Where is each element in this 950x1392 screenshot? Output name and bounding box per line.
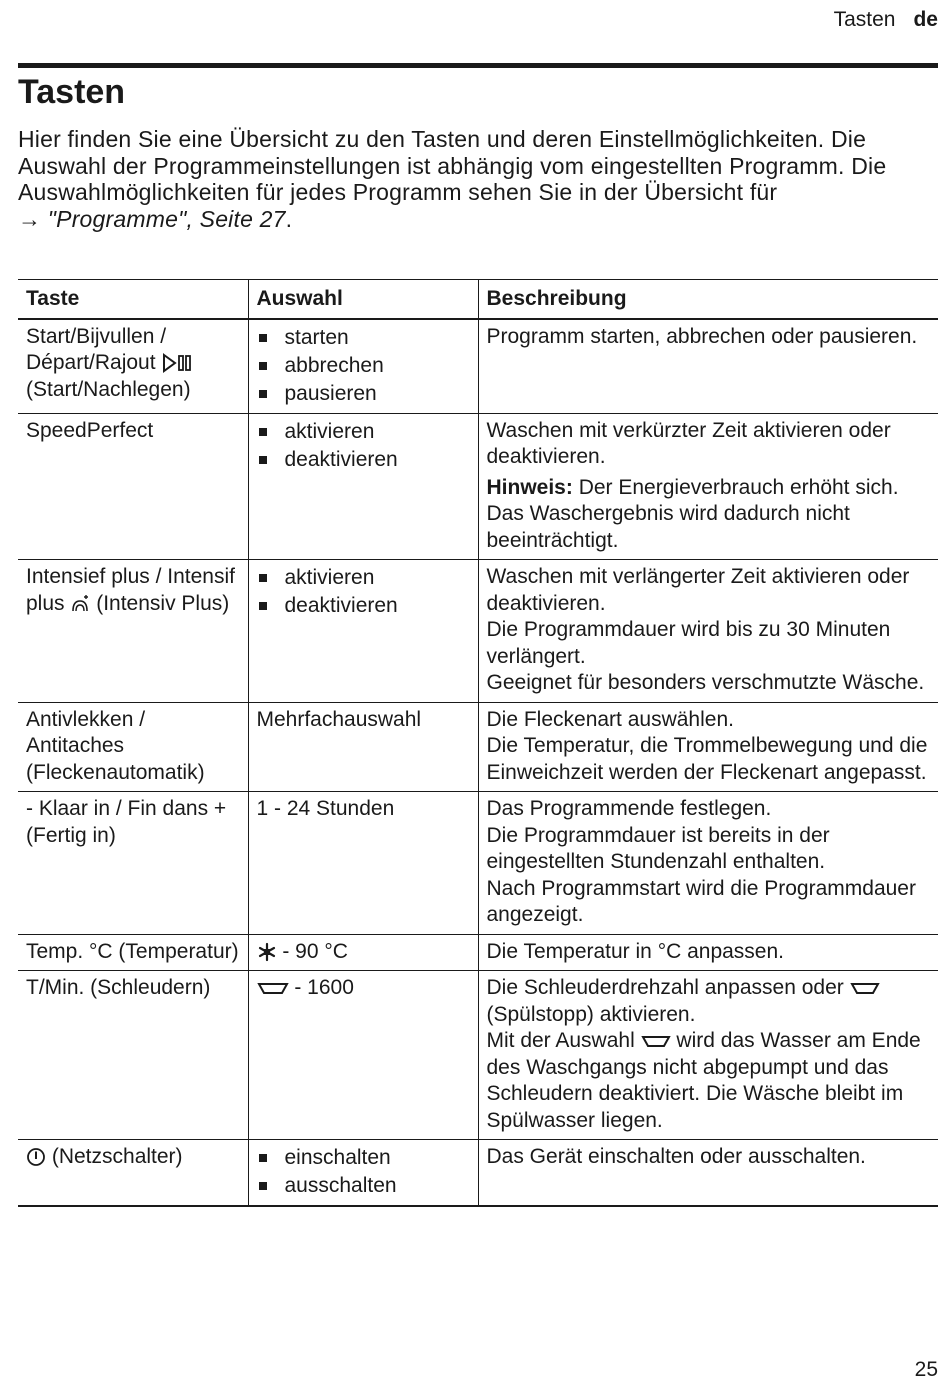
- table-row: [18, 413, 938, 560]
- table-row: [18, 560, 938, 703]
- description-text: Die Programmdauer ist bereits in der eingestellten Stundenzahl enthalten.: [486, 823, 830, 873]
- table-row: [18, 702, 938, 792]
- note-label: Hinweis:: [486, 475, 573, 499]
- selection-cell: [248, 702, 478, 792]
- description-text: Die Temperatur, die Trommelbewegung und die Einweichzeit werden der Fleckenart angepasst.: [486, 734, 928, 784]
- table-row: [18, 319, 938, 414]
- list-item: pausieren: [257, 380, 470, 408]
- description-text: (Spülstopp) aktivieren.: [486, 1002, 696, 1026]
- selection-cell: [248, 792, 478, 935]
- key-name: - Klaar in / Fin dans + (Fertig in): [26, 797, 227, 847]
- header-rule: [18, 63, 938, 68]
- table-row: [18, 792, 938, 935]
- play-pause-icon: [161, 352, 193, 374]
- key-name: Temp. °C (Temperatur): [26, 939, 239, 963]
- description-cell: [478, 792, 938, 935]
- list-item: ausschalten: [257, 1172, 470, 1200]
- rinse-hold-icon: [641, 1033, 671, 1049]
- description-cell: [478, 413, 938, 560]
- description-text: Das Programmende festlegen.: [486, 797, 772, 820]
- description-text: Die Programmdauer wird bis zu 30 Minuten verlängert.: [486, 618, 891, 668]
- list-item: deaktivieren: [257, 446, 470, 474]
- table-row: [18, 971, 938, 1140]
- description-text: Waschen mit verlängerter Zeit aktivieren oder deaktivieren.: [486, 565, 910, 615]
- column-header-description: Beschreibung: [478, 280, 938, 319]
- key-cell: [18, 413, 248, 560]
- description-cell: [478, 934, 938, 971]
- description-cell: [478, 1140, 938, 1207]
- selection-text: - 90 °C: [282, 939, 348, 963]
- description-text: Das Gerät einschalten oder ausschalten.: [486, 1145, 866, 1168]
- intro-text: Hier finden Sie eine Übersicht zu den Tasten und deren Einstellmöglichkeiten. Die Auswahl der Programmeinstellungen ist abhängig vom eingestellten Programm. Die Auswahlmöglichkeiten für jedes Programm sehen Sie in der Übersicht für: [18, 126, 887, 205]
- key-name: Antivlekken / Antitaches (Fleckenautomatik): [26, 707, 205, 784]
- column-header-selection: Auswahl: [248, 280, 478, 319]
- cross-reference-link[interactable]: "Programme", Seite 27: [47, 205, 286, 232]
- note-text: Der Energieverbrauch erhöht sich. Das Waschergebnis wird dadurch nicht beeinträchtigt.: [486, 475, 899, 552]
- key-name-suffix: (Intensiv Plus): [96, 591, 230, 615]
- key-cell: [18, 1140, 248, 1207]
- list-item: starten: [257, 324, 470, 352]
- key-cell: [18, 792, 248, 935]
- description-cell: [478, 702, 938, 792]
- selection-text: Mehrfachauswahl: [256, 707, 422, 731]
- page-title: Tasten: [18, 73, 126, 111]
- key-cell: [18, 971, 248, 1140]
- running-header: [834, 8, 938, 32]
- selection-cell: [248, 560, 478, 703]
- rinse-hold-icon: [850, 980, 880, 996]
- table-header-row: [18, 280, 938, 319]
- description-text: Mit der Auswahl: [486, 1029, 635, 1052]
- selection-cell: [248, 413, 478, 560]
- key-cell: [18, 702, 248, 792]
- key-cell: [18, 934, 248, 971]
- description-cell: [478, 319, 938, 414]
- description-cell: [478, 560, 938, 703]
- selection-cell: [248, 319, 478, 414]
- list-item: aktivieren: [257, 418, 470, 446]
- cold-snowflake-icon: [257, 942, 277, 962]
- selection-cell: [248, 971, 478, 1140]
- note: [487, 475, 931, 555]
- description-text: wird das Wasser am Ende des Waschgangs nicht abgepumpt und das Schleudern deaktiviert. Die Wäsche bleibt im Spülwasser liegen.: [486, 1029, 921, 1132]
- description-text: Nach Programmstart wird die Programmdauer angezeigt.: [486, 876, 916, 926]
- description-cell: [478, 971, 938, 1140]
- intensive-plus-icon: [70, 593, 90, 615]
- selection-text: - 1600: [294, 976, 354, 999]
- intro-paragraph: [18, 126, 933, 232]
- key-name: SpeedPerfect: [26, 418, 154, 442]
- description-text: Die Schleuderdrehzahl anpassen oder: [486, 976, 844, 999]
- description-text: Waschen mit verkürzter Zeit aktivieren oder deaktivieren.: [486, 418, 891, 468]
- key-name: Intensief plus / Intensif plus: [26, 565, 235, 615]
- key-cell: [18, 560, 248, 703]
- description-text: Geeignet für besonders verschmutzte Wäsche.: [486, 671, 925, 694]
- xref-period: .: [285, 205, 293, 232]
- key-name-suffix: (Start/Nachlegen): [26, 377, 191, 401]
- column-header-key: Taste: [18, 280, 248, 319]
- keys-table: [18, 279, 938, 1207]
- selection-text: 1 - 24 Stunden: [256, 797, 395, 820]
- table-row: [18, 1140, 938, 1207]
- description-text: Programm starten, abbrechen oder pausieren.: [486, 324, 918, 348]
- selection-cell: [248, 934, 478, 971]
- arrow-icon: →: [18, 205, 42, 232]
- power-icon: [26, 1147, 46, 1167]
- list-item: abbrechen: [257, 352, 470, 380]
- running-header-section: Tasten: [833, 8, 896, 31]
- key-cell: [18, 319, 248, 414]
- key-name: T/Min. (Schleudern): [26, 976, 211, 999]
- description-text: Die Fleckenart auswählen.: [486, 707, 734, 731]
- page-number: 25: [914, 1358, 938, 1381]
- key-name: Start/Bijvullen / Départ/Rajout: [26, 324, 167, 374]
- selection-cell: [248, 1140, 478, 1207]
- list-item: aktivieren: [257, 564, 470, 592]
- list-item: deaktivieren: [257, 592, 470, 620]
- language-code: de: [913, 8, 938, 31]
- description-text: Die Temperatur in °C anpassen.: [486, 939, 784, 963]
- list-item: einschalten: [257, 1144, 470, 1172]
- table-row: [18, 934, 938, 971]
- rinse-hold-icon: [257, 980, 289, 996]
- key-name: (Netzschalter): [51, 1145, 183, 1168]
